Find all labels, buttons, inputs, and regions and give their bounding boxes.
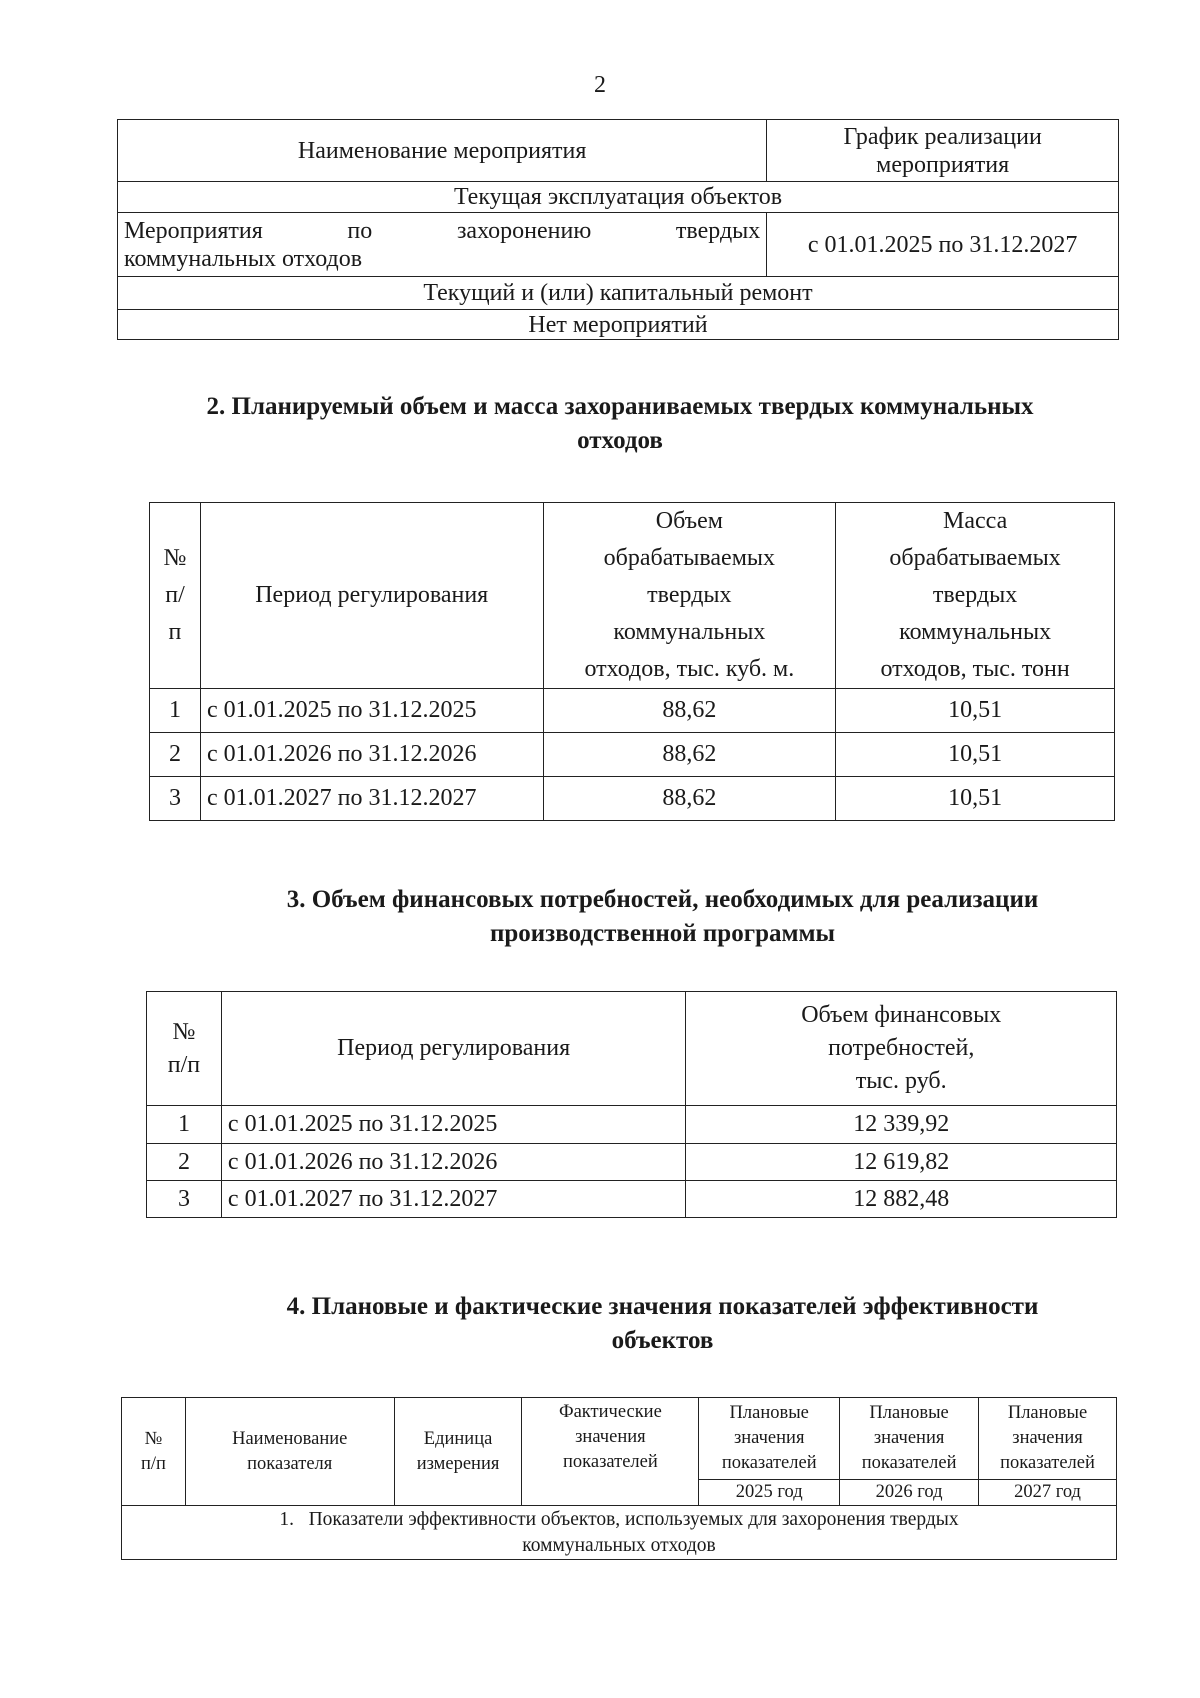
table-row [150, 733, 1115, 777]
header-indicator-name: Наименование показателя [185, 1398, 394, 1506]
events-table [117, 119, 1119, 340]
row-amount: 12 882,48 [686, 1181, 1117, 1218]
row-mass: 10,51 [836, 689, 1115, 733]
row-amount: 12 339,92 [686, 1106, 1117, 1144]
section3-heading: 3. Объем финансовых потребностей, необходимых для реализации производственной программы [286, 886, 1039, 947]
row-num: 2 [147, 1144, 222, 1181]
table-row [150, 777, 1115, 821]
row-mass: 10,51 [836, 777, 1115, 821]
year-2025: 2025 год [699, 1480, 840, 1506]
row-volume: 88,62 [543, 689, 836, 733]
row-num: 3 [147, 1181, 222, 1218]
section2-heading: 2. Планируемый объем и масса захораниваемых твердых коммунальных отходов [206, 393, 1034, 454]
header-event-name: Наименование мероприятия [118, 120, 767, 182]
header-num: № п/п [147, 992, 222, 1106]
header-plan-2025: Плановые значения показателей [699, 1398, 840, 1480]
row-num: 1 [147, 1106, 222, 1144]
row-volume: 88,62 [543, 777, 836, 821]
header-num: № п/ п [150, 503, 201, 689]
section-row-repair: Текущий и (или) капитальный ремонт [118, 277, 1119, 310]
section-row-operation: Текущая эксплуатация объектов [118, 182, 1119, 213]
no-events-row: Нет мероприятий [118, 310, 1119, 340]
waste-volume-table [149, 502, 1115, 821]
section4-heading: 4. Плановые и фактические значения показателей эффективности объектов [286, 1293, 1039, 1354]
table-row [150, 689, 1115, 733]
row-period: с 01.01.2025 по 31.12.2025 [200, 689, 543, 733]
year-2026: 2026 год [840, 1480, 979, 1506]
row-period: с 01.01.2025 по 31.12.2025 [221, 1106, 686, 1144]
row-period: с 01.01.2027 по 31.12.2027 [200, 777, 543, 821]
row-mass: 10,51 [836, 733, 1115, 777]
efficiency-table [121, 1397, 1117, 1560]
table-row [147, 1181, 1117, 1218]
row-amount: 12 619,82 [686, 1144, 1117, 1181]
event-description: Мероприятия по захоронению твердых коммунальных отходов [118, 213, 767, 277]
row-num: 3 [150, 777, 201, 821]
subsection-num: 1. [279, 1508, 294, 1530]
row-num: 1 [150, 689, 201, 733]
row-period: с 01.01.2027 по 31.12.2027 [221, 1181, 686, 1218]
header-schedule: График реализации мероприятия [767, 120, 1119, 182]
row-period: с 01.01.2026 по 31.12.2026 [221, 1144, 686, 1181]
page-number: 2 [594, 72, 606, 98]
event-schedule: с 01.01.2025 по 31.12.2027 [767, 213, 1119, 277]
header-volume: Объем обрабатываемых твердых коммунальных отходов, тыс. куб. м. [543, 503, 836, 689]
header-period: Период регулирования [221, 992, 686, 1106]
row-num: 2 [150, 733, 201, 777]
subsection-title: Показатели эффективности объектов, используемых для захоронения твердых [308, 1508, 959, 1530]
header-fact-values: Фактические значения показателей [522, 1398, 699, 1506]
header-plan-2026: Плановые значения показателей [840, 1398, 979, 1480]
header-finance: Объем финансовых потребностей, тыс. руб. [686, 992, 1117, 1106]
year-2027: 2027 год [979, 1480, 1117, 1506]
header-num: № п/п [122, 1398, 186, 1506]
header-plan-2027: Плановые значения показателей [979, 1398, 1117, 1480]
row-volume: 88,62 [543, 733, 836, 777]
row-period: с 01.01.2026 по 31.12.2026 [200, 733, 543, 777]
header-unit: Единица измерения [394, 1398, 522, 1506]
table-row [147, 1144, 1117, 1181]
table-row [147, 1106, 1117, 1144]
finance-table [146, 991, 1117, 1218]
subsection-row: 1. Показатели эффективности объектов, используемых для захоронения твердых коммунальных отходов [122, 1506, 1117, 1560]
header-mass: Масса обрабатываемых твердых коммунальных отходов, тыс. тонн [836, 503, 1115, 689]
header-period: Период регулирования [200, 503, 543, 689]
